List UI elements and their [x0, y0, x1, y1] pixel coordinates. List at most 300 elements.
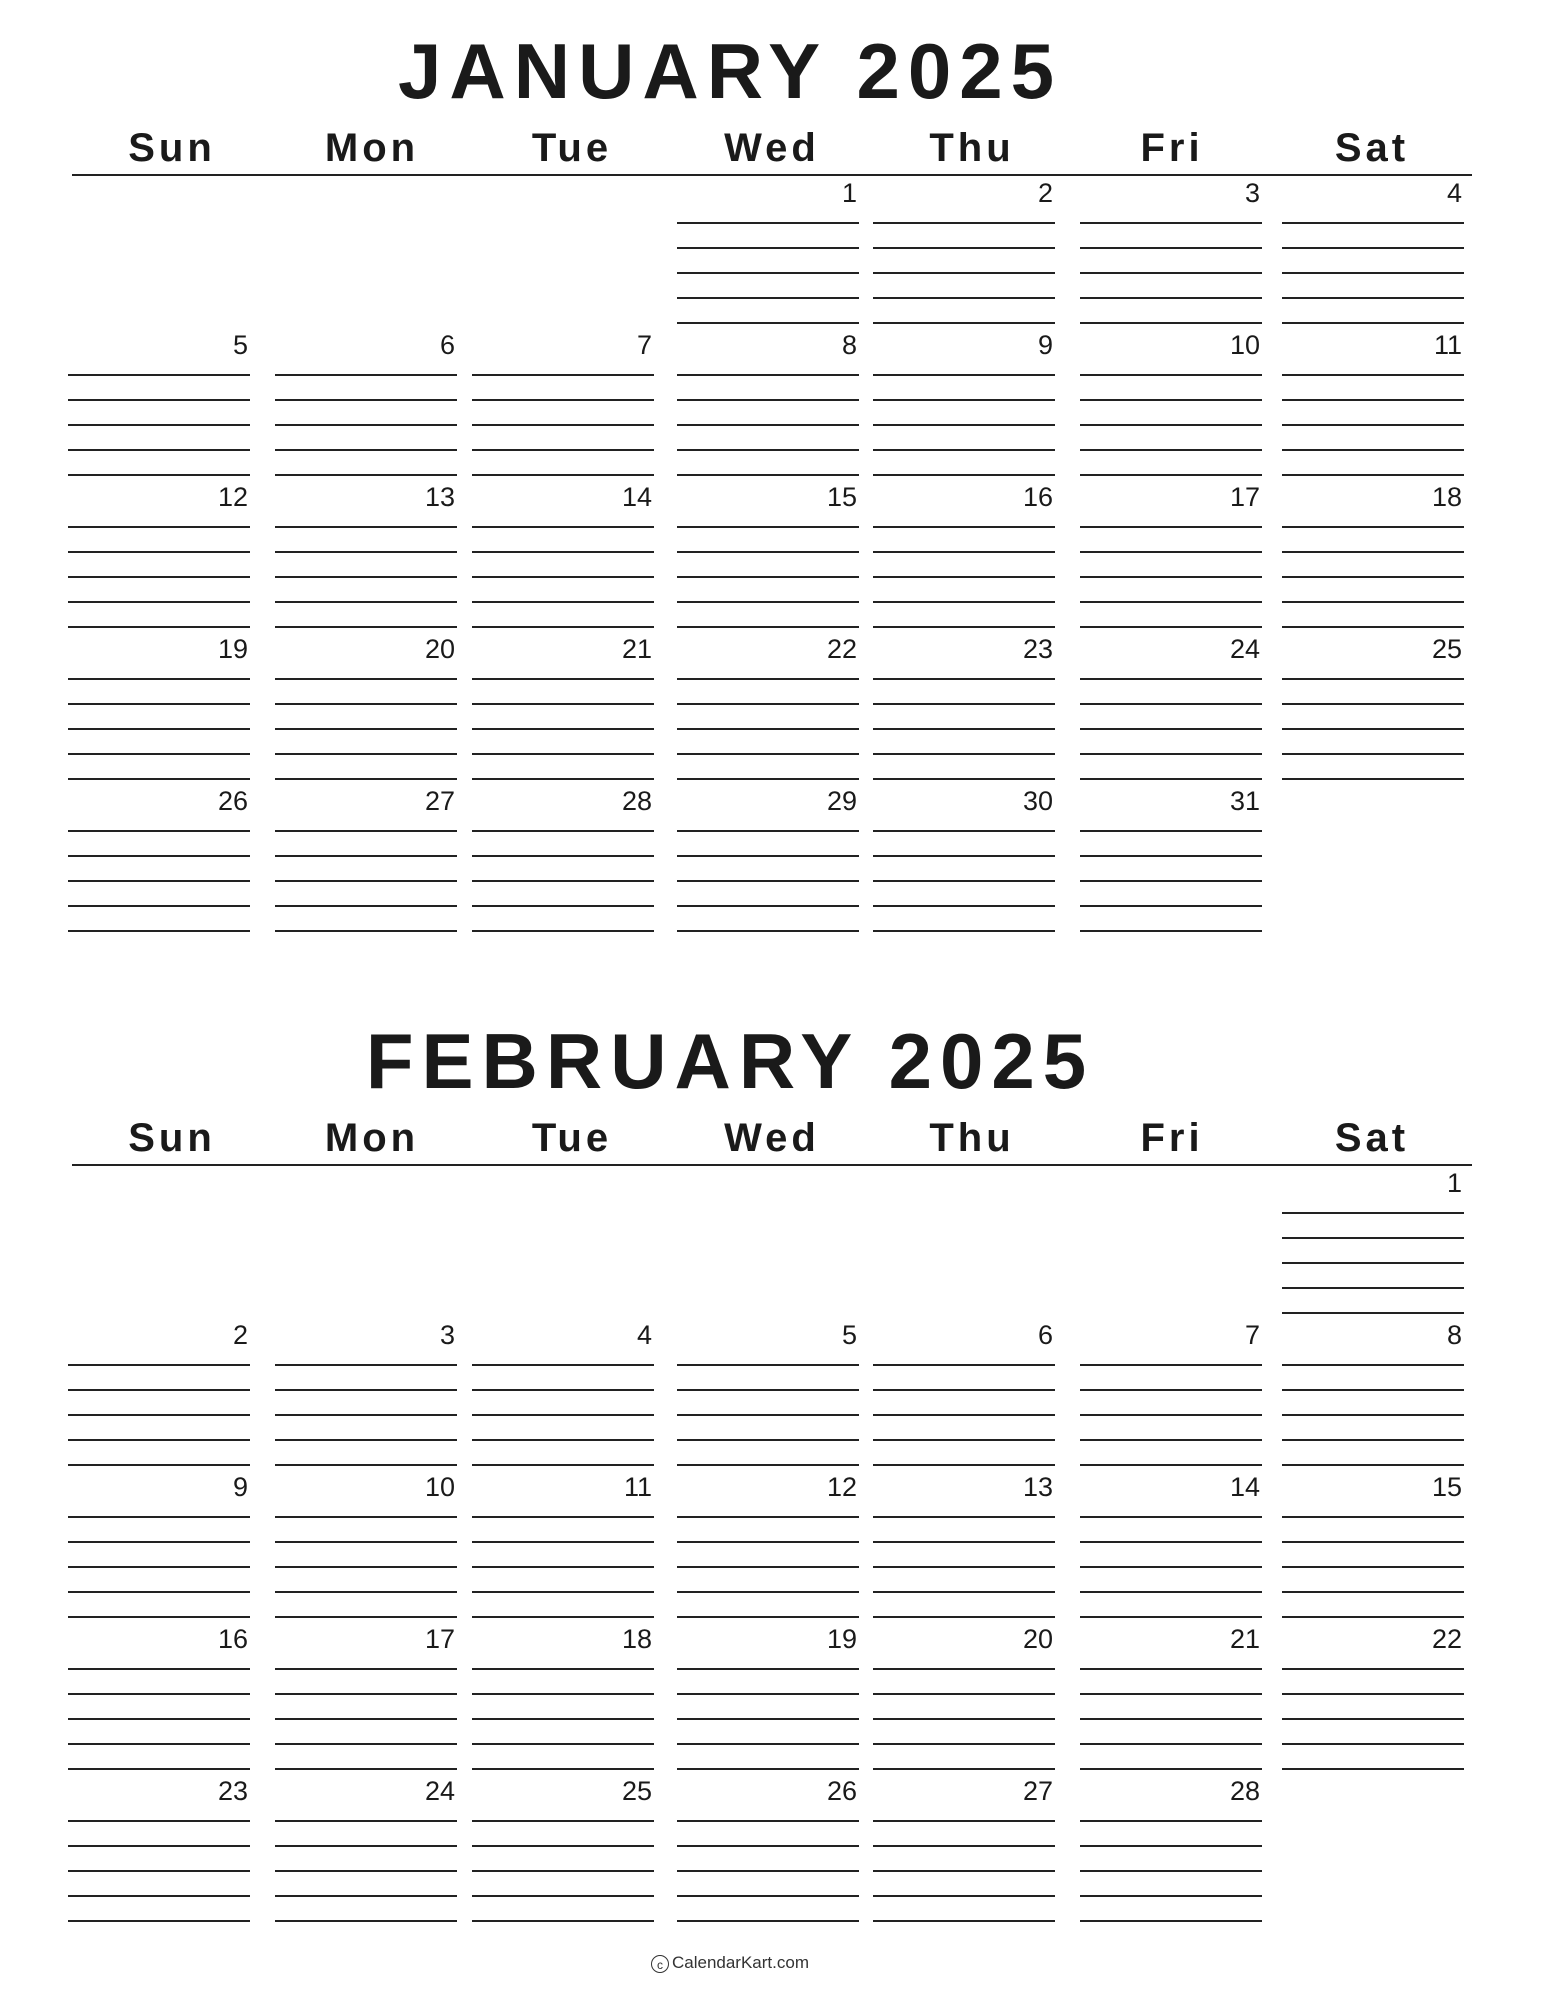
note-line[interactable]: [873, 880, 1055, 882]
day-cell[interactable]: [677, 332, 859, 472]
note-line[interactable]: [275, 1693, 457, 1695]
note-line[interactable]: [873, 1364, 1055, 1366]
note-line[interactable]: [1080, 626, 1262, 628]
note-line[interactable]: [873, 1870, 1055, 1872]
note-line[interactable]: [873, 905, 1055, 907]
day-cell[interactable]: [873, 1474, 1055, 1614]
note-line[interactable]: [1080, 1516, 1262, 1518]
note-line[interactable]: [68, 1870, 250, 1872]
note-line[interactable]: [472, 1895, 654, 1897]
day-cell[interactable]: [275, 788, 457, 928]
note-line[interactable]: [472, 880, 654, 882]
note-line[interactable]: [472, 1920, 654, 1922]
note-line[interactable]: [1080, 1439, 1262, 1441]
note-line[interactable]: [68, 626, 250, 628]
note-line[interactable]: [472, 778, 654, 780]
note-line[interactable]: [68, 1616, 250, 1618]
note-line[interactable]: [1080, 1895, 1262, 1897]
note-line[interactable]: [1282, 678, 1464, 680]
note-line[interactable]: [677, 1820, 859, 1822]
day-cell[interactable]: [472, 1474, 654, 1614]
day-cell[interactable]: [472, 1322, 654, 1462]
note-line[interactable]: [275, 1516, 457, 1518]
note-line[interactable]: [275, 1464, 457, 1466]
day-cell[interactable]: [1080, 332, 1262, 472]
note-line[interactable]: [472, 753, 654, 755]
day-cell[interactable]: [68, 1474, 250, 1614]
day-cell[interactable]: [873, 180, 1055, 320]
day-cell[interactable]: [677, 180, 859, 320]
note-line[interactable]: [1080, 1591, 1262, 1593]
note-line[interactable]: [1282, 1668, 1464, 1670]
note-line[interactable]: [873, 1693, 1055, 1695]
note-line[interactable]: [275, 474, 457, 476]
day-cell[interactable]: [1282, 332, 1464, 472]
note-line[interactable]: [677, 1895, 859, 1897]
note-line[interactable]: [677, 449, 859, 451]
note-line[interactable]: [68, 1389, 250, 1391]
note-line[interactable]: [68, 1895, 250, 1897]
note-line[interactable]: [68, 1693, 250, 1695]
note-line[interactable]: [873, 526, 1055, 528]
note-line[interactable]: [873, 1591, 1055, 1593]
note-line[interactable]: [1080, 222, 1262, 224]
note-line[interactable]: [1080, 399, 1262, 401]
note-line[interactable]: [1282, 474, 1464, 476]
note-line[interactable]: [472, 551, 654, 553]
day-cell[interactable]: [677, 636, 859, 776]
note-line[interactable]: [68, 1718, 250, 1720]
note-line[interactable]: [1282, 1414, 1464, 1416]
note-line[interactable]: [472, 1464, 654, 1466]
day-cell[interactable]: [472, 484, 654, 624]
note-line[interactable]: [1080, 297, 1262, 299]
note-line[interactable]: [1282, 1439, 1464, 1441]
note-line[interactable]: [275, 728, 457, 730]
note-line[interactable]: [1080, 1718, 1262, 1720]
note-line[interactable]: [275, 1895, 457, 1897]
day-cell[interactable]: [1282, 484, 1464, 624]
note-line[interactable]: [275, 880, 457, 882]
note-line[interactable]: [1080, 374, 1262, 376]
note-line[interactable]: [873, 374, 1055, 376]
note-line[interactable]: [873, 601, 1055, 603]
note-line[interactable]: [1080, 1414, 1262, 1416]
note-line[interactable]: [68, 399, 250, 401]
note-line[interactable]: [472, 1693, 654, 1695]
note-line[interactable]: [1080, 678, 1262, 680]
note-line[interactable]: [68, 576, 250, 578]
note-line[interactable]: [472, 1414, 654, 1416]
note-line[interactable]: [1282, 1693, 1464, 1695]
note-line[interactable]: [677, 399, 859, 401]
note-line[interactable]: [677, 1870, 859, 1872]
note-line[interactable]: [472, 1364, 654, 1366]
note-line[interactable]: [68, 678, 250, 680]
note-line[interactable]: [677, 322, 859, 324]
note-line[interactable]: [873, 1718, 1055, 1720]
note-line[interactable]: [677, 1845, 859, 1847]
note-line[interactable]: [873, 830, 1055, 832]
note-line[interactable]: [472, 1668, 654, 1670]
note-line[interactable]: [873, 424, 1055, 426]
day-cell[interactable]: [68, 636, 250, 776]
note-line[interactable]: [873, 1389, 1055, 1391]
note-line[interactable]: [677, 626, 859, 628]
note-line[interactable]: [275, 1414, 457, 1416]
note-line[interactable]: [1282, 1591, 1464, 1593]
day-cell[interactable]: [873, 1626, 1055, 1766]
note-line[interactable]: [1080, 1668, 1262, 1670]
note-line[interactable]: [275, 678, 457, 680]
day-cell[interactable]: [873, 788, 1055, 928]
note-line[interactable]: [677, 1616, 859, 1618]
note-line[interactable]: [472, 526, 654, 528]
note-line[interactable]: [873, 551, 1055, 553]
note-line[interactable]: [677, 930, 859, 932]
note-line[interactable]: [1080, 576, 1262, 578]
note-line[interactable]: [677, 1566, 859, 1568]
note-line[interactable]: [1080, 322, 1262, 324]
note-line[interactable]: [1282, 551, 1464, 553]
note-line[interactable]: [873, 1541, 1055, 1543]
note-line[interactable]: [275, 930, 457, 932]
note-line[interactable]: [873, 322, 1055, 324]
note-line[interactable]: [677, 474, 859, 476]
note-line[interactable]: [275, 424, 457, 426]
note-line[interactable]: [68, 1439, 250, 1441]
note-line[interactable]: [68, 601, 250, 603]
note-line[interactable]: [1282, 222, 1464, 224]
note-line[interactable]: [1282, 1389, 1464, 1391]
note-line[interactable]: [472, 1845, 654, 1847]
note-line[interactable]: [1080, 1566, 1262, 1568]
note-line[interactable]: [873, 399, 1055, 401]
note-line[interactable]: [677, 1768, 859, 1770]
note-line[interactable]: [1080, 247, 1262, 249]
note-line[interactable]: [68, 728, 250, 730]
note-line[interactable]: [677, 1439, 859, 1441]
day-cell[interactable]: [873, 1778, 1055, 1918]
note-line[interactable]: [1282, 1566, 1464, 1568]
note-line[interactable]: [68, 1414, 250, 1416]
note-line[interactable]: [1282, 1287, 1464, 1289]
note-line[interactable]: [1282, 526, 1464, 528]
note-line[interactable]: [677, 1414, 859, 1416]
note-line[interactable]: [275, 576, 457, 578]
day-cell[interactable]: [275, 636, 457, 776]
note-line[interactable]: [1080, 424, 1262, 426]
note-line[interactable]: [472, 855, 654, 857]
note-line[interactable]: [68, 1464, 250, 1466]
day-cell[interactable]: [1080, 484, 1262, 624]
note-line[interactable]: [68, 930, 250, 932]
note-line[interactable]: [68, 880, 250, 882]
note-line[interactable]: [68, 1743, 250, 1745]
note-line[interactable]: [1080, 1693, 1262, 1695]
note-line[interactable]: [677, 880, 859, 882]
note-line[interactable]: [472, 626, 654, 628]
note-line[interactable]: [472, 399, 654, 401]
day-cell[interactable]: [873, 1322, 1055, 1462]
note-line[interactable]: [472, 930, 654, 932]
day-cell[interactable]: [1282, 1474, 1464, 1614]
day-cell[interactable]: [1282, 1170, 1464, 1310]
note-line[interactable]: [873, 1743, 1055, 1745]
day-cell[interactable]: [275, 1474, 457, 1614]
note-line[interactable]: [1282, 297, 1464, 299]
note-line[interactable]: [275, 1743, 457, 1745]
day-cell[interactable]: [1080, 1626, 1262, 1766]
note-line[interactable]: [275, 1364, 457, 1366]
note-line[interactable]: [1282, 576, 1464, 578]
note-line[interactable]: [1282, 272, 1464, 274]
note-line[interactable]: [275, 1820, 457, 1822]
note-line[interactable]: [1282, 449, 1464, 451]
note-line[interactable]: [472, 905, 654, 907]
note-line[interactable]: [677, 601, 859, 603]
note-line[interactable]: [677, 1364, 859, 1366]
day-cell[interactable]: [873, 636, 1055, 776]
note-line[interactable]: [1080, 1389, 1262, 1391]
note-line[interactable]: [677, 297, 859, 299]
note-line[interactable]: [1282, 1616, 1464, 1618]
note-line[interactable]: [1282, 728, 1464, 730]
note-line[interactable]: [1282, 1312, 1464, 1314]
note-line[interactable]: [677, 424, 859, 426]
note-line[interactable]: [68, 374, 250, 376]
note-line[interactable]: [1282, 753, 1464, 755]
note-line[interactable]: [275, 626, 457, 628]
note-line[interactable]: [1282, 1237, 1464, 1239]
day-cell[interactable]: [677, 1322, 859, 1462]
note-line[interactable]: [275, 830, 457, 832]
note-line[interactable]: [1282, 424, 1464, 426]
note-line[interactable]: [472, 1389, 654, 1391]
note-line[interactable]: [68, 1364, 250, 1366]
note-line[interactable]: [1080, 1464, 1262, 1466]
note-line[interactable]: [275, 753, 457, 755]
note-line[interactable]: [873, 626, 1055, 628]
note-line[interactable]: [68, 1668, 250, 1670]
note-line[interactable]: [873, 1516, 1055, 1518]
note-line[interactable]: [873, 272, 1055, 274]
note-line[interactable]: [275, 1718, 457, 1720]
note-line[interactable]: [472, 1743, 654, 1745]
note-line[interactable]: [275, 1389, 457, 1391]
note-line[interactable]: [873, 1616, 1055, 1618]
note-line[interactable]: [873, 1464, 1055, 1466]
day-cell[interactable]: [873, 484, 1055, 624]
note-line[interactable]: [472, 449, 654, 451]
day-cell[interactable]: [677, 1474, 859, 1614]
note-line[interactable]: [68, 1516, 250, 1518]
note-line[interactable]: [472, 424, 654, 426]
note-line[interactable]: [68, 1845, 250, 1847]
day-cell[interactable]: [1080, 1322, 1262, 1462]
note-line[interactable]: [472, 576, 654, 578]
note-line[interactable]: [68, 551, 250, 553]
note-line[interactable]: [1080, 855, 1262, 857]
note-line[interactable]: [472, 830, 654, 832]
note-line[interactable]: [873, 930, 1055, 932]
note-line[interactable]: [677, 905, 859, 907]
note-line[interactable]: [1080, 1845, 1262, 1847]
note-line[interactable]: [873, 728, 1055, 730]
note-line[interactable]: [275, 1845, 457, 1847]
day-cell[interactable]: [275, 332, 457, 472]
day-cell[interactable]: [1282, 180, 1464, 320]
note-line[interactable]: [677, 1668, 859, 1670]
note-line[interactable]: [68, 526, 250, 528]
day-cell[interactable]: [472, 788, 654, 928]
day-cell[interactable]: [1282, 636, 1464, 776]
day-cell[interactable]: [1282, 1626, 1464, 1766]
note-line[interactable]: [677, 1718, 859, 1720]
note-line[interactable]: [472, 474, 654, 476]
note-line[interactable]: [1282, 247, 1464, 249]
note-line[interactable]: [275, 778, 457, 780]
note-line[interactable]: [873, 247, 1055, 249]
note-line[interactable]: [472, 728, 654, 730]
note-line[interactable]: [1080, 1541, 1262, 1543]
note-line[interactable]: [472, 374, 654, 376]
note-line[interactable]: [677, 272, 859, 274]
day-cell[interactable]: [677, 1778, 859, 1918]
note-line[interactable]: [1080, 778, 1262, 780]
day-cell[interactable]: [1080, 1474, 1262, 1614]
note-line[interactable]: [68, 424, 250, 426]
note-line[interactable]: [275, 703, 457, 705]
day-cell[interactable]: [1080, 180, 1262, 320]
note-line[interactable]: [275, 1920, 457, 1922]
note-line[interactable]: [873, 297, 1055, 299]
note-line[interactable]: [472, 1591, 654, 1593]
note-line[interactable]: [873, 1566, 1055, 1568]
day-cell[interactable]: [472, 1626, 654, 1766]
note-line[interactable]: [677, 1516, 859, 1518]
note-line[interactable]: [677, 526, 859, 528]
note-line[interactable]: [1080, 1743, 1262, 1745]
note-line[interactable]: [1080, 703, 1262, 705]
note-line[interactable]: [677, 778, 859, 780]
note-line[interactable]: [275, 905, 457, 907]
note-line[interactable]: [68, 1566, 250, 1568]
note-line[interactable]: [275, 1668, 457, 1670]
note-line[interactable]: [677, 1743, 859, 1745]
note-line[interactable]: [1080, 1870, 1262, 1872]
note-line[interactable]: [472, 1516, 654, 1518]
note-line[interactable]: [68, 1591, 250, 1593]
note-line[interactable]: [275, 374, 457, 376]
note-line[interactable]: [873, 753, 1055, 755]
note-line[interactable]: [873, 1768, 1055, 1770]
note-line[interactable]: [1282, 1262, 1464, 1264]
note-line[interactable]: [275, 601, 457, 603]
note-line[interactable]: [873, 855, 1055, 857]
note-line[interactable]: [1282, 1541, 1464, 1543]
note-line[interactable]: [677, 703, 859, 705]
note-line[interactable]: [677, 576, 859, 578]
note-line[interactable]: [68, 1920, 250, 1922]
note-line[interactable]: [68, 1820, 250, 1822]
day-cell[interactable]: [275, 1778, 457, 1918]
note-line[interactable]: [472, 601, 654, 603]
note-line[interactable]: [677, 222, 859, 224]
note-line[interactable]: [677, 728, 859, 730]
note-line[interactable]: [677, 247, 859, 249]
note-line[interactable]: [1282, 1718, 1464, 1720]
note-line[interactable]: [275, 1439, 457, 1441]
note-line[interactable]: [873, 1845, 1055, 1847]
day-cell[interactable]: [68, 484, 250, 624]
note-line[interactable]: [873, 449, 1055, 451]
note-line[interactable]: [68, 703, 250, 705]
note-line[interactable]: [68, 830, 250, 832]
day-cell[interactable]: [68, 1778, 250, 1918]
day-cell[interactable]: [472, 332, 654, 472]
day-cell[interactable]: [472, 1778, 654, 1918]
note-line[interactable]: [1282, 601, 1464, 603]
day-cell[interactable]: [68, 1626, 250, 1766]
note-line[interactable]: [873, 1439, 1055, 1441]
note-line[interactable]: [275, 1591, 457, 1593]
day-cell[interactable]: [1080, 636, 1262, 776]
note-line[interactable]: [873, 778, 1055, 780]
note-line[interactable]: [677, 1464, 859, 1466]
note-line[interactable]: [68, 778, 250, 780]
day-cell[interactable]: [677, 788, 859, 928]
note-line[interactable]: [677, 678, 859, 680]
note-line[interactable]: [873, 1414, 1055, 1416]
note-line[interactable]: [873, 1820, 1055, 1822]
note-line[interactable]: [1282, 1364, 1464, 1366]
note-line[interactable]: [873, 1895, 1055, 1897]
day-cell[interactable]: [275, 484, 457, 624]
note-line[interactable]: [1282, 374, 1464, 376]
note-line[interactable]: [677, 753, 859, 755]
note-line[interactable]: [1080, 1616, 1262, 1618]
note-line[interactable]: [1080, 474, 1262, 476]
day-cell[interactable]: [1080, 1778, 1262, 1918]
day-cell[interactable]: [677, 1626, 859, 1766]
note-line[interactable]: [677, 374, 859, 376]
note-line[interactable]: [677, 855, 859, 857]
note-line[interactable]: [873, 222, 1055, 224]
note-line[interactable]: [1080, 1920, 1262, 1922]
note-line[interactable]: [275, 1616, 457, 1618]
note-line[interactable]: [873, 1668, 1055, 1670]
note-line[interactable]: [68, 449, 250, 451]
note-line[interactable]: [472, 1566, 654, 1568]
note-line[interactable]: [873, 703, 1055, 705]
day-cell[interactable]: [472, 636, 654, 776]
note-line[interactable]: [1080, 526, 1262, 528]
note-line[interactable]: [1080, 753, 1262, 755]
day-cell[interactable]: [677, 484, 859, 624]
note-line[interactable]: [677, 1920, 859, 1922]
note-line[interactable]: [275, 551, 457, 553]
day-cell[interactable]: [275, 1626, 457, 1766]
note-line[interactable]: [1282, 399, 1464, 401]
note-line[interactable]: [275, 526, 457, 528]
day-cell[interactable]: [68, 332, 250, 472]
note-line[interactable]: [1080, 1820, 1262, 1822]
note-line[interactable]: [472, 1870, 654, 1872]
day-cell[interactable]: [68, 788, 250, 928]
note-line[interactable]: [1080, 830, 1262, 832]
day-cell[interactable]: [873, 332, 1055, 472]
